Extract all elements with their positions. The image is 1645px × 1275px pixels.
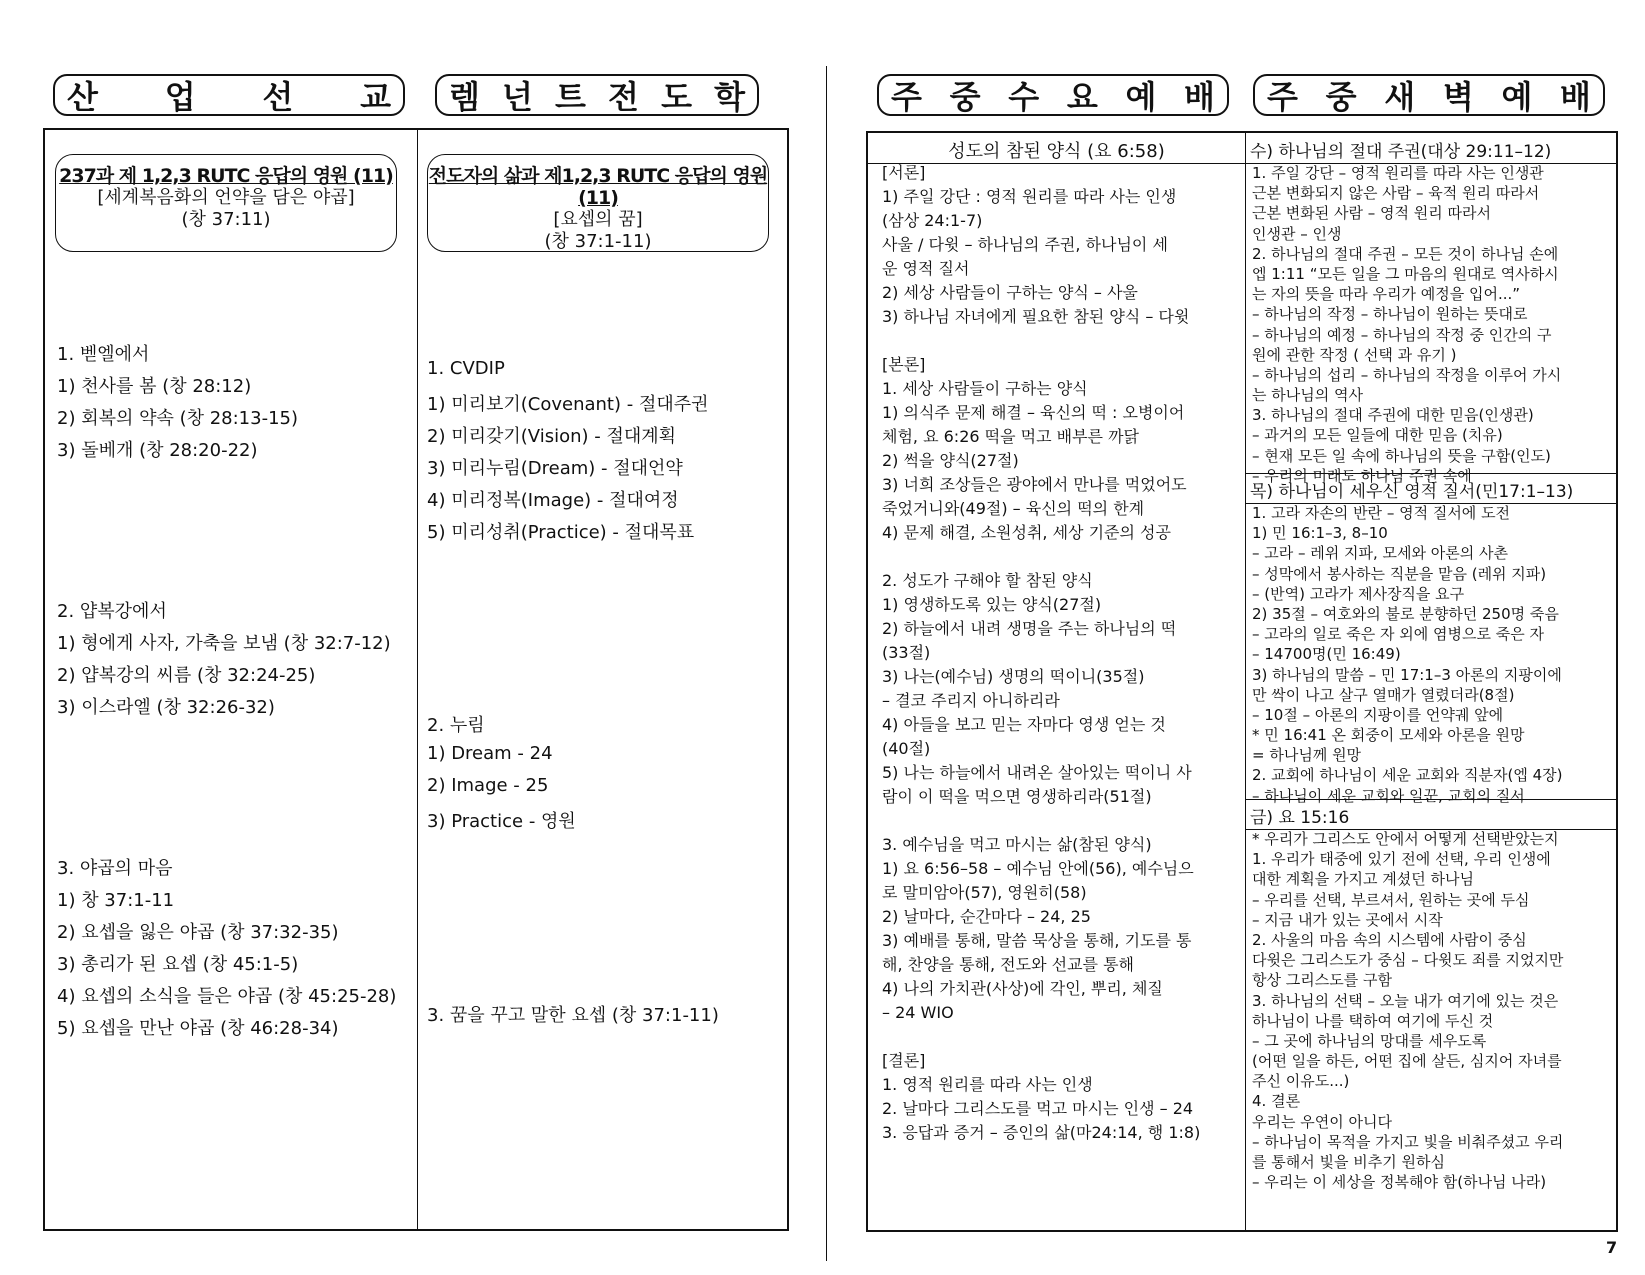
wednesday-line: 람이 이 떡을 먹으면 영생하리라(51절) <box>882 787 1152 806</box>
industrial-subtitle: [세계복음화의 언약을 담은 야곱] <box>97 187 355 208</box>
dawn-line: 대한 계획을 가지고 계셨던 하나님 <box>1252 870 1474 889</box>
wednesday-line: 2) 세상 사람들이 구하는 양식 – 사울 <box>882 283 1138 302</box>
remnant-line: 5) 미리성취(Practice) - 절대목표 <box>427 522 695 543</box>
wednesday-line: 2) 하늘에서 내려 생명을 주는 하나님의 떡 <box>882 619 1177 638</box>
wednesday-line: 3) 하나님 자녀에게 필요한 참된 양식 – 다윗 <box>882 307 1190 326</box>
remnant-line: 1) 미리보기(Covenant) - 절대주권 <box>427 394 709 415</box>
wednesday-line: 3. 예수님을 먹고 마시는 삶(참된 양식) <box>882 835 1152 854</box>
dawn-line: 근본 변화되지 않은 사람 – 육적 원리 따라서 <box>1252 184 1540 203</box>
header-letter: 트 <box>555 78 586 116</box>
wednesday-line: 1. 영적 원리를 따라 사는 인생 <box>882 1075 1093 1094</box>
header-letter: 중 <box>949 78 981 116</box>
dawn-line: 주신 이유도...) <box>1252 1072 1350 1091</box>
dawn-line: (어떤 일을 하든, 어떤 집에 살든, 심지어 자녀를 <box>1252 1052 1562 1071</box>
remnant-line: 3) Practice - 영원 <box>427 811 576 832</box>
wednesday-line: 1) 요 6:56–58 – 예수님 안에(56), 예수님으 <box>882 859 1194 878</box>
dawn-line: – 고라 – 레위 지파, 모세와 아론의 사촌 <box>1252 544 1509 563</box>
dawn-section-body <box>1252 163 1561 486</box>
wednesday-line: 1) 의식주 문제 해결 – 육신의 떡 : 오병이어 <box>882 403 1185 422</box>
wednesday-title: 성도의 참된 양식 (요 6:58) <box>948 141 1165 162</box>
dawn-section-body <box>1252 829 1563 1192</box>
header-letter: 배 <box>1184 78 1215 116</box>
industrial-line: 1) 창 37:1-11 <box>57 890 175 911</box>
wednesday-line: (삼상 24:1-7) <box>882 211 983 230</box>
header-letter: 학 <box>714 78 745 116</box>
header-remnant-evangelism <box>435 74 759 116</box>
dawn-section-rule <box>1245 473 1618 474</box>
remnant-line: 2) Image - 25 <box>427 775 549 796</box>
dawn-line: 2. 교회에 하나님이 세운 교회와 직분자(엡 4장) <box>1252 766 1563 785</box>
dawn-line: – 하나님의 예정 – 하나님의 작정 중 인간의 구 <box>1252 325 1552 344</box>
header-letter: 예 <box>1501 78 1533 116</box>
header-letter: 주 <box>1267 78 1298 116</box>
header-wednesday-service <box>877 74 1229 116</box>
wednesday-line: 1) 주일 강단 : 영적 원리를 따라 사는 인생 <box>882 187 1177 206</box>
dawn-line: – (반역) 고라가 제사장직을 요구 <box>1252 584 1465 603</box>
header-letter: 예 <box>1125 78 1157 116</box>
wednesday-line: 4) 나의 가치관(사상)에 각인, 뿌리, 체질 <box>882 979 1163 998</box>
left-page-box <box>43 128 789 1231</box>
dawn-line: – 14700명(민 16:49) <box>1252 645 1401 664</box>
wednesday-line <box>882 1025 1200 1049</box>
header-letter: 중 <box>1325 78 1357 116</box>
industrial-column <box>45 130 417 1229</box>
header-letter: 수 <box>1008 78 1040 116</box>
dawn-line: 3. 하나님의 절대 주권에 대한 믿음(인생관) <box>1252 406 1534 425</box>
wednesday-line: 4) 문제 해결, 소원성취, 세상 기준의 성공 <box>882 523 1171 542</box>
dawn-line: – 하나님의 작정 – 하나님이 원하는 뜻대로 <box>1252 305 1528 324</box>
industrial-reference: (창 37:11) <box>181 209 271 230</box>
dawn-line: – 하나님이 세운 교회와 일꾼, 교회의 질서 <box>1252 786 1525 805</box>
dawn-line: 근본 변화된 사람 – 영적 원리 따라서 <box>1252 204 1491 223</box>
dawn-line: – 현재 모든 일 속에 하나님의 뜻을 구함(인도) <box>1252 446 1551 465</box>
wednesday-line: 1) 영생하도록 있는 양식(27절) <box>882 595 1102 614</box>
right-column-divider <box>1245 133 1246 1230</box>
remnant-line: 1) Dream - 24 <box>427 743 553 764</box>
wednesday-line: 2. 날마다 그리스도를 먹고 마시는 인생 – 24 <box>882 1099 1194 1118</box>
wednesday-line: 3) 예배를 통해, 말씀 묵상을 통해, 기도를 통 <box>882 931 1192 950</box>
header-letter: 선 <box>262 78 294 116</box>
dawn-section-title: 수) 하나님의 절대 주권(대상 29:11–12) <box>1250 142 1552 162</box>
wednesday-line: 죽었거니와(49절) – 육신의 떡의 한계 <box>882 499 1145 518</box>
header-letter: 산 <box>67 78 98 116</box>
wednesday-line: [본론] <box>882 355 926 374</box>
wednesday-sermon-body <box>882 161 1200 1145</box>
industrial-title: 237과 제 1,2,3 RUTC 응답의 영원 (11) <box>59 165 393 187</box>
dawn-line: 1. 주일 강단 – 영적 원리를 따라 사는 인생관 <box>1252 164 1544 182</box>
industrial-line: 2) 얍복강의 씨름 (창 32:24-25) <box>57 665 316 686</box>
wednesday-line: 해, 찬양을 통해, 전도와 선교를 통해 <box>882 955 1134 974</box>
dawn-line: 3) 하나님의 말씀 – 민 17:1–3 아론의 지팡이에 <box>1252 665 1562 684</box>
wednesday-line: 2) 썩을 양식(27절) <box>882 451 1019 470</box>
wednesday-line: – 24 WIO <box>882 1003 954 1022</box>
wednesday-line: 운 영적 질서 <box>882 259 970 278</box>
dawn-line: 항상 그리스도를 구함 <box>1252 971 1392 990</box>
dawn-section-rule <box>1245 799 1618 800</box>
header-letter: 렘 <box>449 78 480 116</box>
header-letter: 새 <box>1384 78 1416 116</box>
right-page-table <box>866 131 1618 1232</box>
header-letter: 전 <box>608 78 639 116</box>
dawn-line: – 과거의 모든 일들에 대한 믿음 (치유) <box>1252 426 1503 445</box>
wednesday-line: 2) 날마다, 순간마다 – 24, 25 <box>882 907 1091 926</box>
wednesday-line: 1. 세상 사람들이 구하는 양식 <box>882 379 1088 398</box>
wednesday-line: [결론] <box>882 1051 926 1070</box>
industrial-line: 4) 요셉의 소식을 들은 야곱 (창 45:25-28) <box>57 986 397 1007</box>
dawn-line: 2. 사울의 마음 속의 시스템에 사람이 중심 <box>1252 930 1527 949</box>
remnant-line: 2) 미리갖기(Vision) - 절대계획 <box>427 426 677 447</box>
header-letter: 넌 <box>502 78 533 116</box>
wednesday-line: 3. 응답과 증거 – 증인의 삶(마24:14, 행 1:8) <box>882 1123 1201 1142</box>
dawn-line: 2) 35절 – 여호와의 불로 분향하던 250명 죽음 <box>1252 604 1559 623</box>
dawn-line: 1. 고라 자손의 반란 – 영적 질서에 도전 <box>1252 504 1511 522</box>
remnant-column <box>417 130 787 1229</box>
wednesday-line: 3) 나는(예수님) 생명의 떡이니(35절) <box>882 667 1145 686</box>
dawn-section-title: 목) 하나님이 세우신 영적 질서(민17:1–13) <box>1250 482 1574 502</box>
dawn-line: * 민 16:41 온 회중이 모세와 아론을 원망 <box>1252 726 1525 745</box>
remnant-line: 3) 미리누림(Dream) - 절대언약 <box>427 458 683 479</box>
dawn-line: – 지금 내가 있는 곳에서 시작 <box>1252 910 1443 929</box>
dawn-line: 우리는 우연이 아니다 <box>1252 1112 1392 1131</box>
remnant-title: 전도자의 삶과 제1,2,3 RUTC 응답의 영원 (11) <box>428 165 768 209</box>
wednesday-line: [서론] <box>882 163 926 182</box>
dawn-line: – 하나님이 목적을 가지고 빛을 비춰주셨고 우리 <box>1252 1132 1564 1151</box>
dawn-line: – 그 곳에 하나님의 망대를 세우도록 <box>1252 1031 1487 1050</box>
header-letter: 배 <box>1560 78 1591 116</box>
dawn-line: 원에 관한 작정 ( 선택 과 유기 ) <box>1252 345 1457 364</box>
dawn-line: – 우리는 이 세상을 정복해야 함(하나님 나라) <box>1252 1173 1547 1192</box>
dawn-line: – 우리를 선택, 부르셔서, 원하는 곳에 두심 <box>1252 890 1530 909</box>
industrial-line: 3) 이스라엘 (창 32:26-32) <box>57 697 275 718</box>
wednesday-line: 5) 나는 하늘에서 내려온 살아있는 떡이니 사 <box>882 763 1192 782</box>
dawn-line: – 성막에서 봉사하는 직분을 맡음 (레위 지파) <box>1252 564 1547 583</box>
remnant-reference: (창 37:1-11) <box>544 231 652 252</box>
dawn-line: 엡 1:11 “모든 일을 그 마음의 원대로 역사하시 <box>1252 264 1559 283</box>
industrial-title-box <box>55 154 397 252</box>
industrial-line: 2) 회복의 약속 (창 28:13-15) <box>57 408 299 429</box>
dawn-line: 만 싹이 나고 살구 열매가 열렸더라(8절) <box>1252 685 1515 704</box>
wednesday-line <box>882 329 1200 353</box>
industrial-line: 1) 천사를 봄 (창 28:12) <box>57 376 252 397</box>
industrial-line: 1. 벧엘에서 <box>57 344 150 365</box>
dawn-line: 다윗은 그리스도가 중심 – 다윗도 죄를 지었지만 <box>1252 951 1564 970</box>
dawn-line: 3. 하나님의 선택 – 오늘 내가 여기에 있는 것은 <box>1252 991 1559 1010</box>
wednesday-line: (33절) <box>882 643 931 662</box>
dawn-line: = 하나님께 원망 <box>1252 746 1362 765</box>
header-letter: 주 <box>891 78 922 116</box>
header-letter: 업 <box>164 78 196 116</box>
dawn-section-title: 금) 요 15:16 <box>1250 808 1350 828</box>
dawn-line: – 고라의 일로 죽은 자 외에 염병으로 죽은 자 <box>1252 625 1544 644</box>
dawn-line: 를 통해서 빛을 비추기 원하심 <box>1252 1153 1445 1171</box>
dawn-section-body <box>1252 503 1563 806</box>
remnant-line: 1. CVDIP <box>427 358 505 379</box>
wednesday-line <box>882 545 1200 569</box>
industrial-line: 2. 얍복강에서 <box>57 601 167 622</box>
wednesday-line <box>882 809 1200 833</box>
center-fold-line <box>826 66 827 1261</box>
remnant-line: 4) 미리정복(Image) - 절대여정 <box>427 490 679 511</box>
dawn-line: 인생관 – 인생 <box>1252 224 1342 243</box>
dawn-line: – 하나님의 섭리 – 하나님의 작정을 이루어 가시 <box>1252 365 1562 384</box>
remnant-title-box <box>427 154 769 252</box>
wednesday-line: 사울 / 다윗 – 하나님의 주권, 하나님이 세 <box>882 235 1168 254</box>
industrial-line: 1) 형에게 사자, 가축을 보냄 (창 32:7-12) <box>57 633 391 654</box>
header-letter: 교 <box>360 78 391 116</box>
dawn-line: – 우리의 미래도 하나님 주권 속에 <box>1252 466 1472 485</box>
wednesday-line: (40절) <box>882 739 931 758</box>
header-industrial-mission <box>53 74 405 116</box>
wednesday-line: 3) 너희 조상들은 광야에서 만나를 먹었어도 <box>882 475 1187 494</box>
remnant-line: 3. 꿈을 꾸고 말한 요셉 (창 37:1-11) <box>427 1005 719 1026</box>
wednesday-line: 2. 성도가 구해야 할 참된 양식 <box>882 571 1093 590</box>
dawn-line: 1. 우리가 태중에 있기 전에 선택, 우리 인생에 <box>1252 850 1551 869</box>
header-dawn-service <box>1253 74 1605 116</box>
industrial-line: 3) 돌베개 (창 28:20-22) <box>57 440 258 461</box>
header-letter: 요 <box>1066 78 1098 116</box>
industrial-line: 2) 요셉을 잃은 야곱 (창 37:32-35) <box>57 922 339 943</box>
wednesday-line: – 결코 주리지 아니하리라 <box>882 691 1060 710</box>
dawn-line: 1) 민 16:1–3, 8–10 <box>1252 524 1388 543</box>
wednesday-line: 체험, 요 6:26 떡을 먹고 배부른 까닭 <box>882 427 1140 446</box>
dawn-line: 는 자의 뜻을 따라 우리가 예정을 입어...” <box>1252 285 1521 304</box>
dawn-line: – 10절 – 아론의 지팡이를 언약궤 앞에 <box>1252 705 1504 724</box>
dawn-line: 는 하나님의 역사 <box>1252 386 1363 405</box>
page-number: 7 <box>1606 1238 1618 1257</box>
remnant-subtitle: [요셉의 꿈] <box>553 209 643 230</box>
dawn-line: * 우리가 그리스도 안에서 어떻게 선택받았는지 <box>1252 830 1559 848</box>
header-letter: 도 <box>661 78 692 116</box>
wednesday-line: 4) 아들을 보고 믿는 자마다 영생 얻는 것 <box>882 715 1166 734</box>
dawn-line: 2. 하나님의 절대 주권 – 모든 것이 하나님 손에 <box>1252 244 1559 263</box>
industrial-line: 3) 총리가 된 요셉 (창 45:1-5) <box>57 954 299 975</box>
industrial-line: 3. 야곱의 마음 <box>57 858 173 879</box>
dawn-line: 4. 결론 <box>1252 1092 1301 1111</box>
industrial-line: 5) 요셉을 만난 야곱 (창 46:28-34) <box>57 1018 339 1039</box>
dawn-line: 하나님이 나를 택하여 여기에 두신 것 <box>1252 1011 1494 1030</box>
wednesday-line: 로 말미암아(57), 영원히(58) <box>882 883 1087 902</box>
remnant-line: 2. 누림 <box>427 715 485 736</box>
header-letter: 벽 <box>1442 78 1474 116</box>
